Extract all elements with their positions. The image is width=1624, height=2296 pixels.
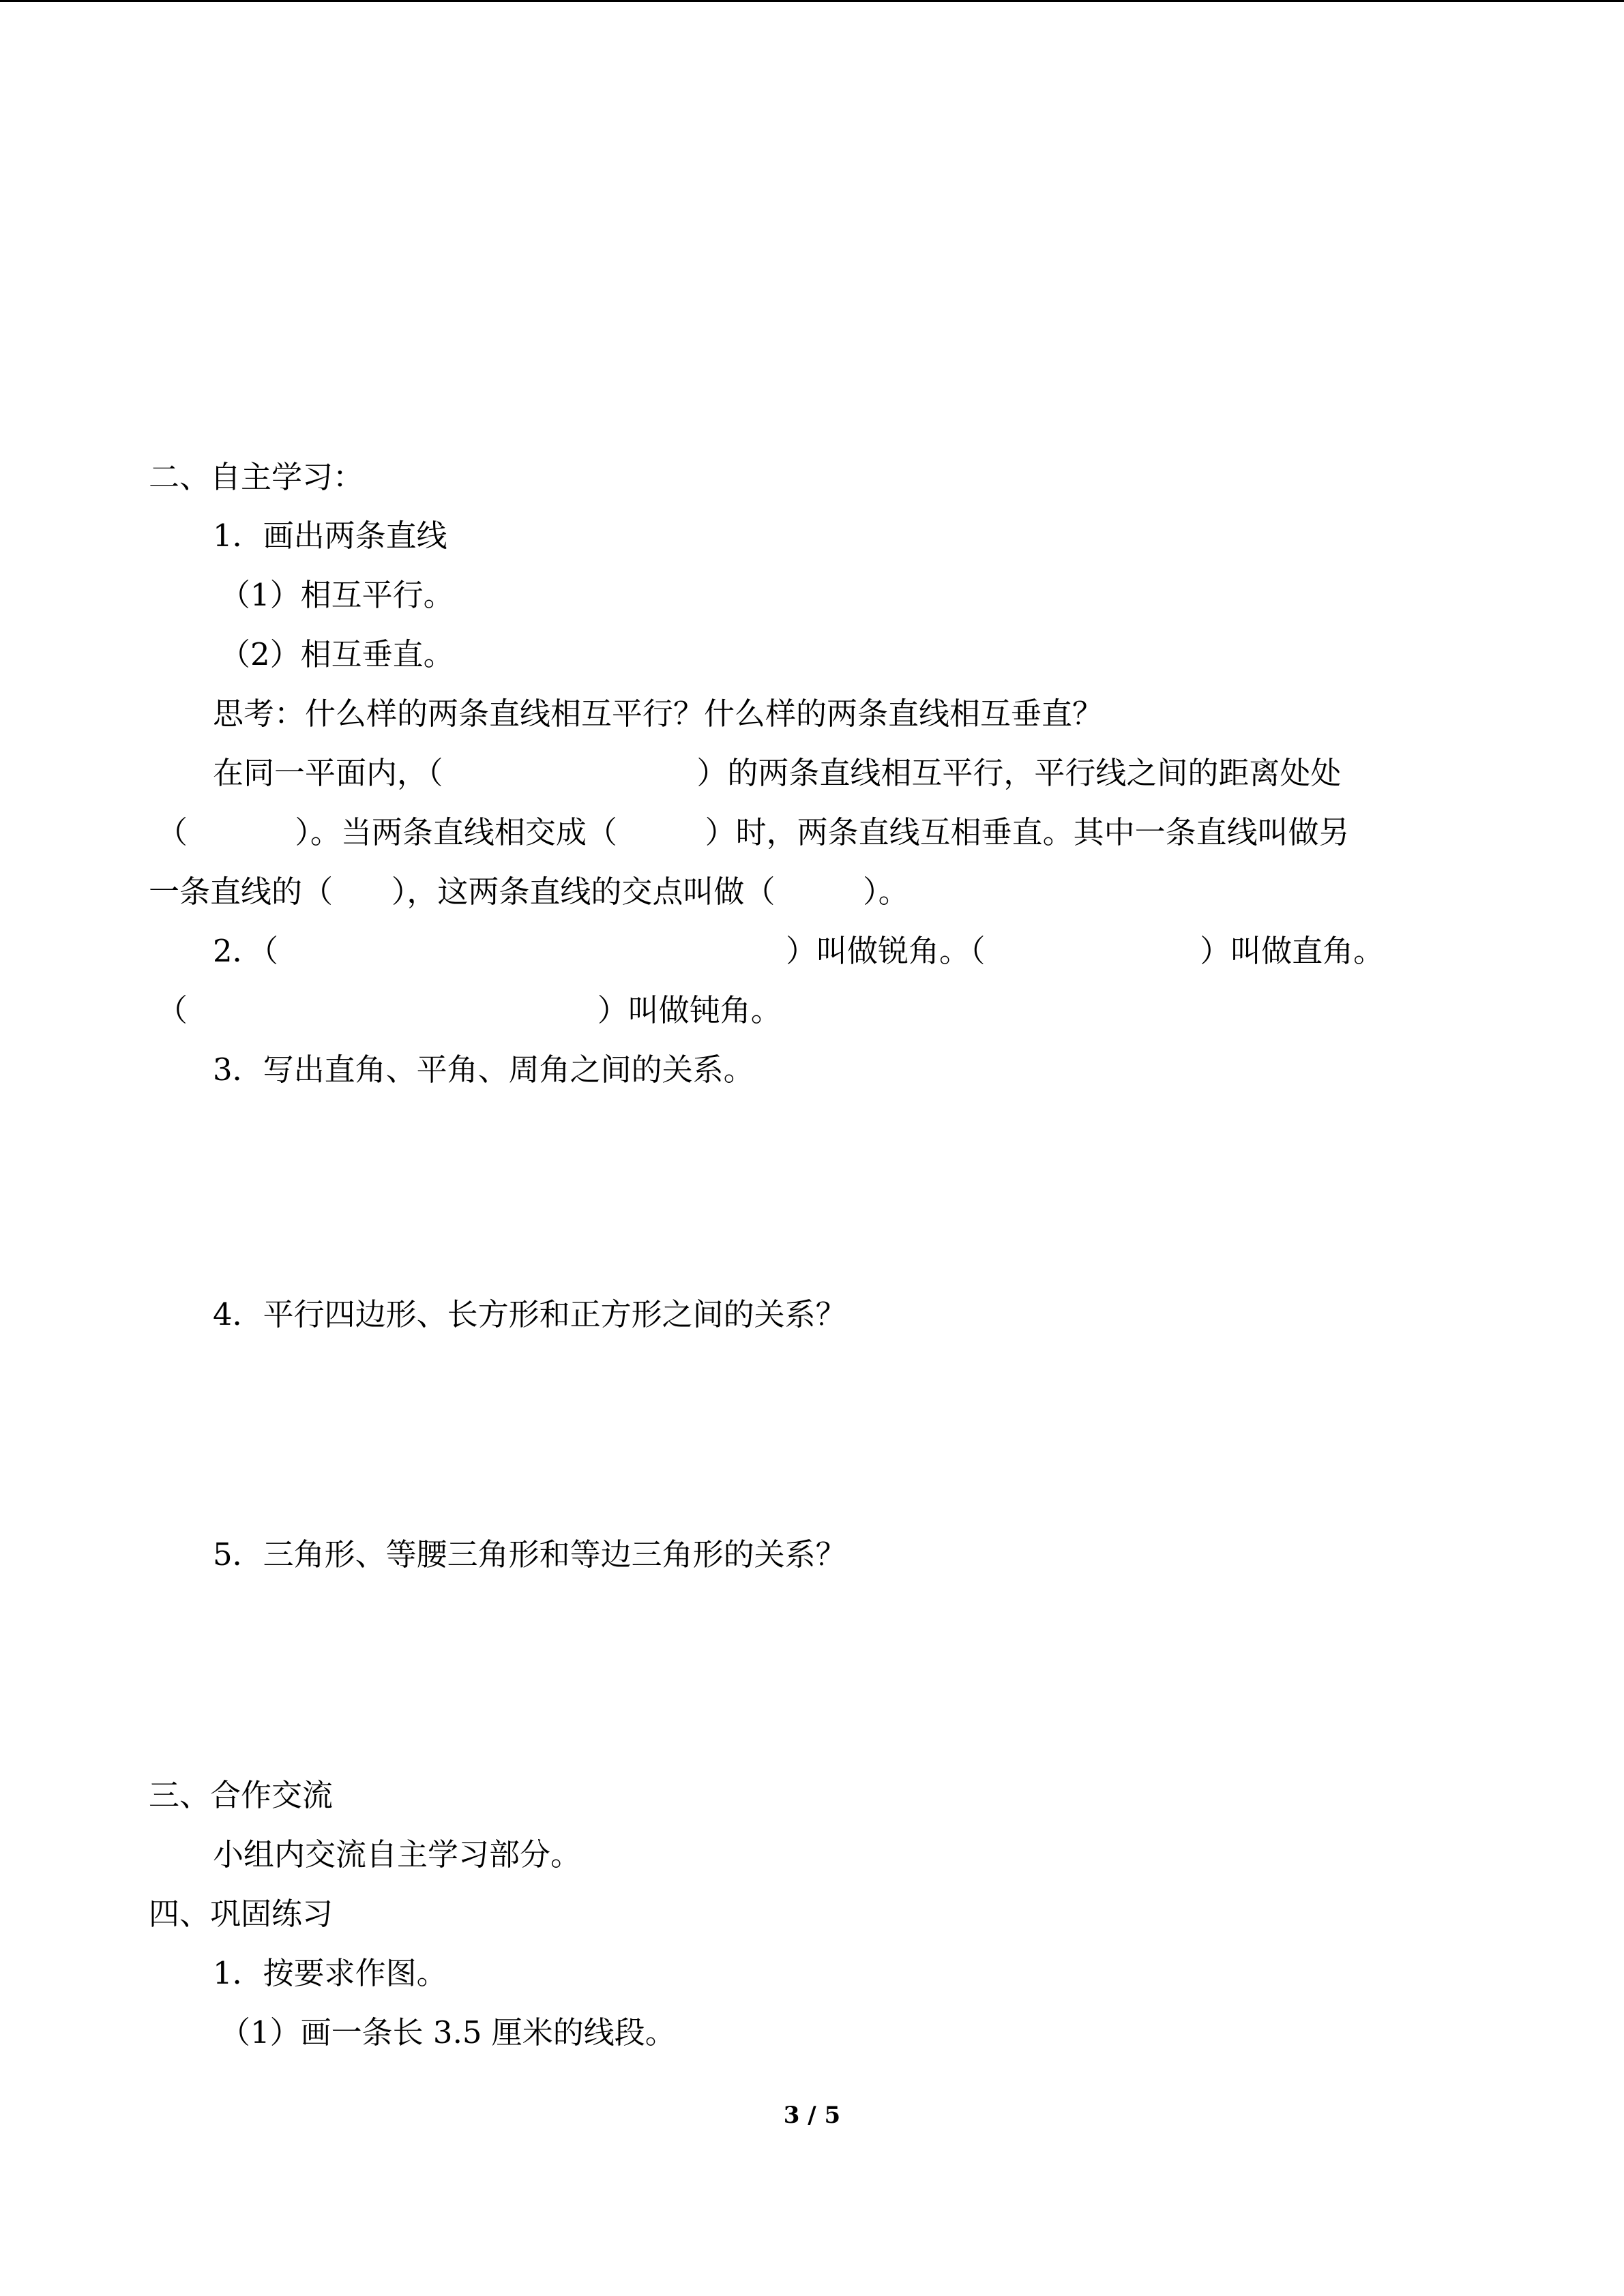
- fill-blank-line-1: 在同一平面内，（ ）的两条直线相互平行，平行线之间的距离处处: [213, 755, 1342, 791]
- section-heading-practice: 四、巩固练习: [149, 1896, 334, 1932]
- think-question: 思考：什么样的两条直线相互平行？什么样的两条直线相互垂直？: [213, 696, 1104, 732]
- top-border-rule: [0, 0, 1624, 2]
- section-heading-self-study: 二、自主学习：: [149, 459, 364, 495]
- question-5: 5．三角形、等腰三角形和等边三角形的关系？: [213, 1536, 846, 1572]
- fill-blank-line-2: （ ）。当两条直线相交成（ ）时，两条直线互相垂直。其中一条直线叫做另: [157, 814, 1350, 850]
- section-heading-cooperation: 三、合作交流: [149, 1777, 334, 1813]
- question-4: 4．平行四边形、长方形和正方形之间的关系？: [213, 1296, 846, 1332]
- practice-question-1-sub-1: （1）画一条长 3.5 厘米的线段。: [220, 2014, 676, 2051]
- question-1-sub-1: （1）相互平行。: [220, 577, 454, 613]
- question-1-sub-2: （2）相互垂直。: [220, 636, 454, 672]
- question-3: 3．写出直角、平角、周角之间的关系。: [213, 1052, 754, 1088]
- fill-blank-line-3: 一条直线的（ ），这两条直线的交点叫做（ ）。: [149, 874, 909, 910]
- cooperation-text: 小组内交流自主学习部分。: [213, 1836, 582, 1873]
- question-2-line-1: 2．（ ）叫做锐角。（ ）叫做直角。: [213, 933, 1385, 969]
- practice-question-1-title: 1．按要求作图。: [213, 1955, 447, 1991]
- question-2-line-2: （ ）叫做钝角。: [157, 992, 782, 1028]
- question-1-title: 1．画出两条直线: [213, 518, 447, 554]
- page-number: 3 / 5: [783, 2102, 841, 2129]
